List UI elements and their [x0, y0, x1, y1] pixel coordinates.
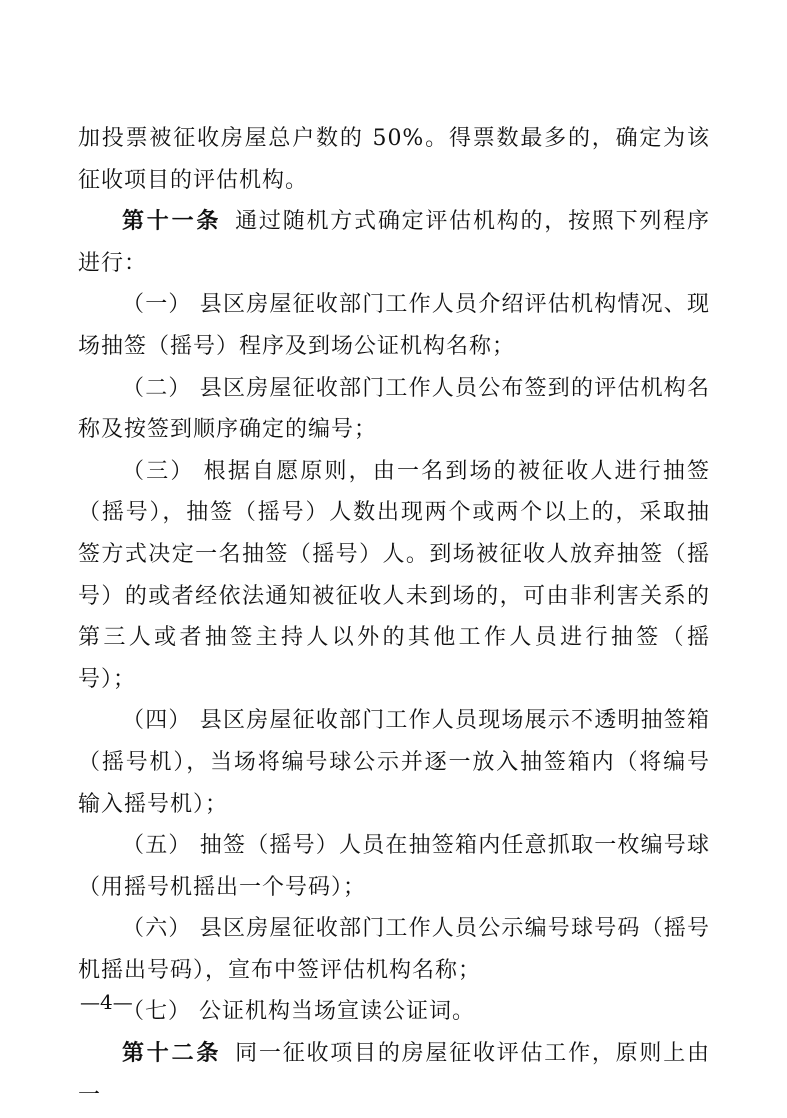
- list-item-4: （四） 县区房屋征收部门工作人员现场展示不透明抽签箱（摇号机），当场将编号球公示并逐一放入抽签箱内（将编号输入摇号机）；: [78, 708, 710, 817]
- article-12: [78, 1033, 710, 1116]
- article-11-heading: 第十一条: [122, 208, 222, 235]
- list-item-7: （七） 公证机构当场宣读公证词。: [122, 999, 475, 1025]
- body-text: [78, 118, 710, 1116]
- list-item-5: （五） 抽签（摇号）人员在抽签箱内任意抓取一枚编号球（用摇号机摇出一个号码）；: [78, 833, 710, 900]
- paragraph-continuation: 加投票被征收房屋总户数的 50%。得票数最多的，确定为该征收项目的评估机构。: [78, 126, 710, 193]
- article-12-heading: 第十二条: [122, 1040, 222, 1067]
- article-11: [78, 201, 710, 284]
- article-12-text: 同一征收项目的房屋征收评估工作，原则上由一: [78, 1041, 710, 1108]
- list-item-6: （六） 县区房屋征收部门工作人员公示编号球号码（摇号机摇出号码），宣布中签评估机构名称；: [78, 916, 710, 983]
- list-item-1: （一） 县区房屋征收部门工作人员介绍评估机构情况、现场抽签（摇号）程序及到场公证机构名称；: [78, 292, 710, 359]
- list-item-3: （三） 根据自愿原则，由一名到场的被征收人进行抽签（摇号），抽签（摇号）人数出现两个或两个以上的，采取抽签方式决定一名抽签（摇号）人。到场被征收人放弃抽签（摇号）的或者经依法通知被征收人未到场的，可由非利害关系的第三人或者抽签主持人以外的其他工作人员进行抽签（摇号）；: [78, 458, 710, 692]
- article-11-text: 通过随机方式确定评估机构的，按照下列程序进行：: [78, 209, 710, 276]
- list-item-2: （二） 县区房屋征收部门工作人员公布签到的评估机构名称及按签到顺序确定的编号；: [78, 375, 710, 443]
- page-number: —4—: [80, 990, 133, 1014]
